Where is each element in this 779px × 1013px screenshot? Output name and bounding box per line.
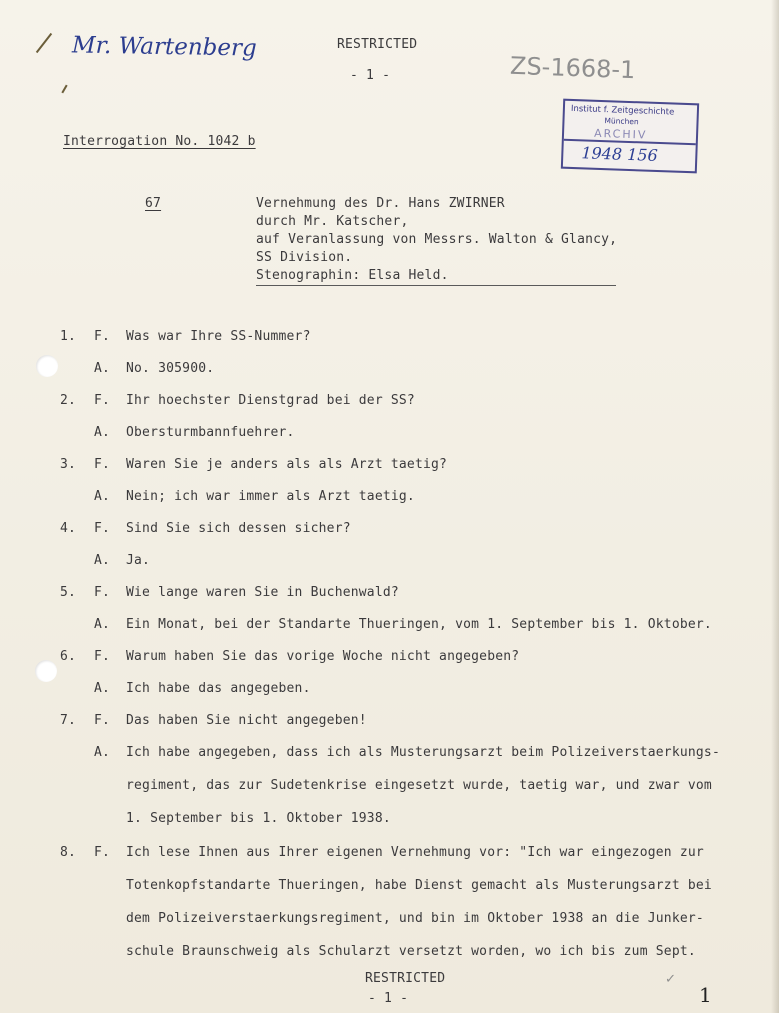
qa-tag: F. [94, 393, 111, 408]
header-page-label: - 1 - [350, 68, 391, 83]
qa-text: Was war Ihre SS-Nummer? [126, 329, 311, 344]
qa-text: Obersturmbannfuehrer. [126, 425, 295, 440]
qa-tag: A. [94, 361, 111, 376]
header-classification: RESTRICTED [337, 37, 418, 52]
archive-reference: ZS-1668-1 [509, 51, 636, 85]
footer-page-label: - 1 - [368, 991, 409, 1006]
record-code: 67 [145, 196, 162, 211]
qa-text: Sind Sie sich dessen sicher? [126, 521, 351, 536]
record-underline [256, 285, 616, 286]
archive-stamp [561, 99, 699, 174]
record-stenographer: Stenographin: Elsa Held. [256, 268, 449, 283]
sheet-number: 1 [699, 983, 712, 1007]
qa-text: Ich habe das angegeben. [126, 681, 311, 696]
footer-classification: RESTRICTED [365, 971, 446, 986]
pen-mark [61, 85, 67, 94]
question-line: Ich lese Ihnen aus Ihrer eigenen Vernehmung vor: "Ich war eingezogen zur [126, 845, 704, 860]
question-line: schule Braunschweig als Schularzt versetzt worden, wo ich bis zum Sept. [126, 944, 696, 959]
question-number: 8. [60, 845, 77, 860]
pen-mark [36, 33, 52, 53]
qa-tag: A. [94, 617, 111, 632]
qa-tag: F. [94, 585, 111, 600]
record-line: auf Veranlassung von Messrs. Walton & Glancy, [256, 232, 618, 247]
handwritten-name: Mr. Wartenberg [71, 32, 257, 62]
qa-text: Ihr hoechster Dienstgrad bei der SS? [126, 393, 415, 408]
answer-line: regiment, das zur Sudetenkrise eingesetzt wurde, taetig war, und zwar vom [126, 778, 712, 793]
qa-tag: F. [94, 521, 111, 536]
qa-text: Warum haben Sie das vorige Woche nicht angegeben? [126, 649, 520, 664]
stamp-archive: ARCHIV [593, 126, 648, 142]
question-line: dem Polizeiverstaerkungsregiment, und bin im Oktober 1938 an die Junker- [126, 911, 704, 926]
qa-tag: F. [94, 329, 111, 344]
record-line: Vernehmung des Dr. Hans ZWIRNER [256, 196, 505, 211]
question-number: 4. [60, 521, 77, 536]
document-title: Interrogation No. 1042 b [63, 134, 256, 149]
qa-tag: A. [94, 489, 111, 504]
punch-hole [35, 660, 57, 682]
question-number: 3. [60, 457, 77, 472]
question-number: 5. [60, 585, 77, 600]
qa-tag: F. [94, 713, 111, 728]
stamp-number: 1948 156 [581, 143, 659, 165]
question-number: 7. [60, 713, 77, 728]
qa-tag: F. [94, 457, 111, 472]
qa-text: Nein; ich war immer als Arzt taetig. [126, 489, 415, 504]
qa-text: Waren Sie je anders als als Arzt taetig? [126, 457, 448, 472]
stamp-institute: Institut f. Zeitgeschichte [570, 103, 675, 118]
qa-text: Das haben Sie nicht angegeben! [126, 713, 367, 728]
question-number: 6. [60, 649, 77, 664]
qa-tag: A. [94, 681, 111, 696]
qa-tag: F. [94, 845, 111, 860]
qa-tag: A. [94, 425, 111, 440]
qa-text: Ja. [126, 553, 151, 568]
answer-line: Ich habe angegeben, dass ich als Musterungsarzt beim Polizeiverstaerkungs- [126, 745, 720, 760]
record-line: SS Division. [256, 250, 353, 265]
qa-tag: A. [94, 553, 111, 568]
qa-tag: A. [94, 745, 111, 760]
record-line: durch Mr. Katscher, [256, 214, 409, 229]
question-number: 2. [60, 393, 77, 408]
pencil-mark: ✓ [664, 971, 677, 988]
punch-hole [36, 355, 58, 377]
question-number: 1. [60, 329, 77, 344]
answer-line: 1. September bis 1. Oktober 1938. [126, 811, 391, 826]
qa-text: Wie lange waren Sie in Buchenwald? [126, 585, 399, 600]
stamp-city: München [604, 116, 639, 127]
qa-text: No. 305900. [126, 361, 215, 376]
qa-tag: F. [94, 649, 111, 664]
question-line: Totenkopfstandarte Thueringen, habe Dienst gemacht als Musterungsarzt bei [126, 878, 712, 893]
qa-text: Ein Monat, bei der Standarte Thueringen, vom 1. September bis 1. Oktober. [126, 617, 712, 632]
